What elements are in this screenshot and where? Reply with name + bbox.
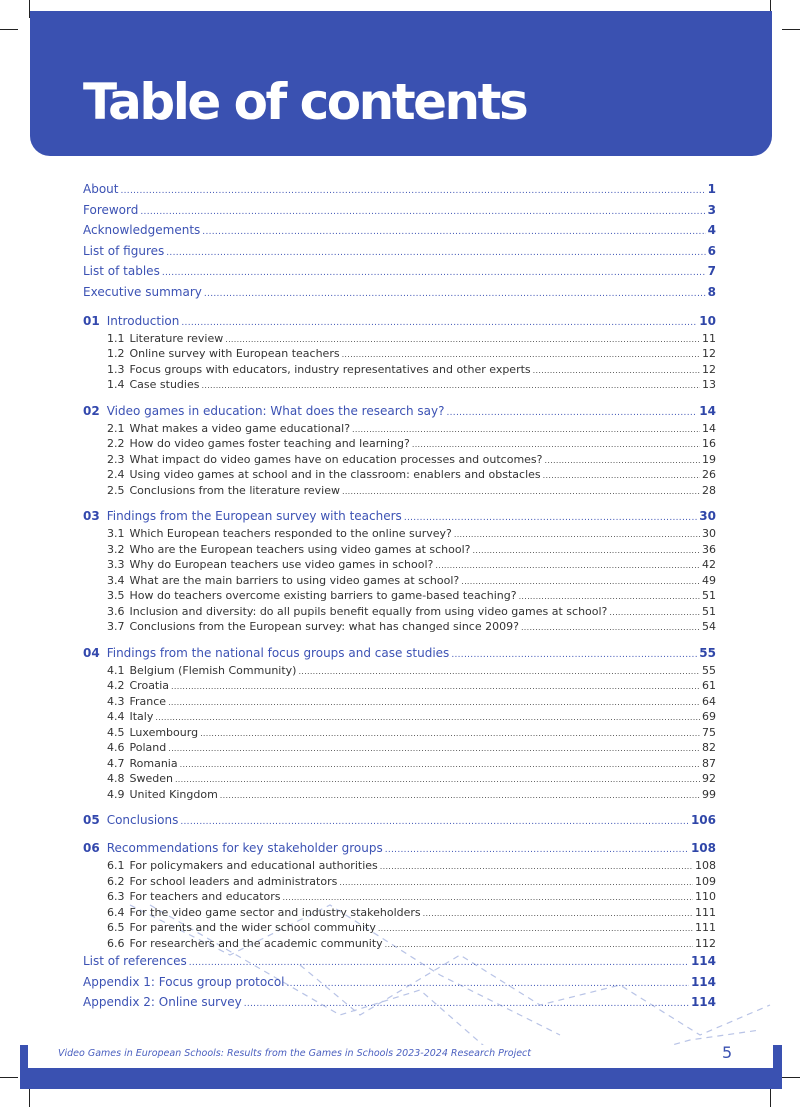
section-entry[interactable] <box>83 346 716 362</box>
chapter-entry[interactable] <box>83 506 716 526</box>
dot-leader <box>175 772 700 787</box>
toc-page-number: 30 <box>699 509 716 524</box>
section-number: 3.3 <box>107 558 125 572</box>
toc-page-number: 30 <box>702 527 716 541</box>
chapter-entry[interactable] <box>83 401 716 421</box>
toc-page-number: 16 <box>702 437 716 451</box>
toc-entry[interactable] <box>83 241 716 262</box>
toc-page-number: 12 <box>702 362 716 376</box>
table-of-contents <box>83 179 716 1013</box>
section-entry[interactable] <box>83 588 716 604</box>
chapter-number: 02 <box>83 403 100 418</box>
dot-leader <box>220 788 700 803</box>
toc-page-number: 82 <box>702 741 716 755</box>
section-number: 6.6 <box>107 936 125 950</box>
toc-page-number: 108 <box>690 841 716 856</box>
section-title[interactable]: For policymakers and educational authorities <box>129 859 378 873</box>
chapter-entry[interactable] <box>83 810 716 830</box>
dot-leader <box>180 812 689 830</box>
toc-page-number: 69 <box>702 710 716 724</box>
toc-page-number: 75 <box>702 725 716 739</box>
section-number: 4.8 <box>107 772 125 786</box>
toc-page-number: 87 <box>702 756 716 770</box>
section-entry[interactable] <box>83 936 716 952</box>
section-title[interactable]: Sweden <box>129 772 173 786</box>
dot-leader <box>423 906 693 921</box>
dot-leader <box>298 664 700 679</box>
section-entry[interactable] <box>83 874 716 890</box>
section-number: 6.2 <box>107 874 125 888</box>
toc-page-number: 3 <box>707 202 716 217</box>
section-number: 6.1 <box>107 859 125 873</box>
section-number: 3.5 <box>107 589 125 603</box>
section-number: 3.4 <box>107 573 125 587</box>
toc-entry-label[interactable]: List of tables <box>83 264 160 279</box>
toc-entry-label[interactable]: Appendix 2: Online survey <box>83 995 242 1010</box>
section-entry[interactable] <box>83 678 716 694</box>
section-title[interactable]: Conclusions from the literature review <box>129 483 340 497</box>
dot-leader <box>533 363 700 378</box>
chapter-entry[interactable] <box>83 311 716 331</box>
toc-page-number: 36 <box>702 542 716 556</box>
dot-leader <box>225 332 700 347</box>
chapter-title[interactable]: Introduction <box>106 313 180 328</box>
section-number: 3.1 <box>107 527 125 541</box>
section-number: 2.5 <box>107 483 125 497</box>
section-number: 1.1 <box>107 331 125 345</box>
section-number: 4.4 <box>107 710 125 724</box>
toc-page-number: 14 <box>699 403 716 418</box>
dot-leader <box>155 710 700 725</box>
section-title[interactable]: What impact do video games have on education processes and outcomes? <box>129 452 543 466</box>
chapter-number: 04 <box>83 645 100 660</box>
section-entry[interactable] <box>83 889 716 905</box>
section-title[interactable]: Inclusion and diversity: do all pupils benefit equally from using video games at school? <box>129 604 608 618</box>
dot-leader <box>521 620 700 635</box>
toc-page-number: 12 <box>702 347 716 361</box>
toc-page-number: 51 <box>702 589 716 603</box>
dot-leader <box>543 468 700 483</box>
dot-leader <box>385 840 689 858</box>
section-number: 6.3 <box>107 890 125 904</box>
section-entry[interactable] <box>83 858 716 874</box>
dot-leader <box>202 222 705 241</box>
dot-leader <box>201 378 700 393</box>
section-entry[interactable] <box>83 331 716 347</box>
section-title[interactable]: Romania <box>129 756 178 770</box>
section-entry[interactable] <box>83 436 716 452</box>
toc-page-number: 51 <box>702 604 716 618</box>
toc-page-number: 114 <box>690 995 716 1010</box>
section-entry[interactable] <box>83 421 716 437</box>
dot-leader <box>120 181 705 200</box>
section-title[interactable]: Focus groups with educators, industry representatives and other experts <box>129 362 531 376</box>
page-title: Table of contents <box>83 73 527 131</box>
dot-leader <box>473 543 701 558</box>
section-number: 2.3 <box>107 452 125 466</box>
toc-entry-label[interactable]: List of figures <box>83 243 165 258</box>
section-entry[interactable] <box>83 709 716 725</box>
toc-entry[interactable] <box>83 992 716 1013</box>
toc-page-number: 14 <box>702 421 716 435</box>
dot-leader <box>200 726 700 741</box>
section-title[interactable]: For teachers and educators <box>129 890 281 904</box>
toc-page-number: 10 <box>699 313 716 328</box>
toc-page-number: 108 <box>695 859 716 873</box>
section-entry[interactable] <box>83 604 716 620</box>
toc-page-number: 7 <box>707 264 716 279</box>
chapter-title[interactable]: Video games in education: What does the research say? <box>106 403 445 418</box>
section-entry[interactable] <box>83 362 716 378</box>
page-number: 5 <box>722 1043 733 1062</box>
section-number: 4.9 <box>107 787 125 801</box>
section-title[interactable]: For parents and the wider school community <box>129 921 376 935</box>
section-entry[interactable] <box>83 740 716 756</box>
toc-page-number: 61 <box>702 679 716 693</box>
dot-leader <box>454 527 700 542</box>
toc-entry-label[interactable]: List of references <box>83 954 187 969</box>
toc-page-number: 6 <box>707 243 716 258</box>
toc-entry[interactable] <box>83 179 716 200</box>
toc-page-number: 109 <box>695 874 716 888</box>
section-number: 1.4 <box>107 378 125 392</box>
dot-leader <box>545 453 701 468</box>
section-entry[interactable] <box>83 725 716 741</box>
section-number: 3.6 <box>107 604 125 618</box>
section-title[interactable]: Why do European teachers use video games in school? <box>129 558 434 572</box>
chapter-number: 06 <box>83 841 100 856</box>
section-number: 2.4 <box>107 468 125 482</box>
dot-leader <box>446 403 697 421</box>
dot-leader <box>162 263 706 282</box>
section-title[interactable]: What makes a video game educational? <box>129 421 351 435</box>
toc-page-number: 112 <box>695 936 716 950</box>
toc-page-number: 99 <box>702 787 716 801</box>
dot-leader <box>140 202 705 221</box>
section-entry[interactable] <box>83 619 716 635</box>
section-entry[interactable] <box>83 467 716 483</box>
dot-leader <box>380 859 693 874</box>
toc-page-number: 55 <box>702 663 716 677</box>
dot-leader <box>404 508 697 526</box>
section-number: 4.7 <box>107 756 125 770</box>
section-entry[interactable] <box>83 573 716 589</box>
back-matter-list <box>83 951 716 1013</box>
dot-leader <box>378 921 693 936</box>
toc-page-number: 64 <box>702 694 716 708</box>
toc-page-number: 49 <box>702 573 716 587</box>
section-title[interactable]: Case studies <box>129 378 200 392</box>
section-entry[interactable] <box>83 787 716 803</box>
dot-leader <box>412 437 700 452</box>
toc-entry[interactable] <box>83 282 716 303</box>
dot-leader <box>168 695 700 710</box>
section-title[interactable]: For the video game sector and industry stakeholders <box>129 905 421 919</box>
toc-entry[interactable] <box>83 200 716 221</box>
toc-entry-label[interactable]: Executive summary <box>83 284 202 299</box>
section-number: 6.5 <box>107 921 125 935</box>
footer-running-title: Video Games in European Schools: Results from the Games in Schools 2023-2024 Research Project <box>58 1048 532 1059</box>
section-entry[interactable] <box>83 694 716 710</box>
toc-page-number: 114 <box>690 974 716 989</box>
dot-leader <box>204 284 706 303</box>
dot-leader <box>342 347 700 362</box>
toc-page-number: 111 <box>695 921 716 935</box>
section-title[interactable]: Conclusions from the European survey: what has changed since 2009? <box>129 620 519 634</box>
toc-page-number: 106 <box>690 813 716 828</box>
dot-leader <box>609 605 700 620</box>
section-entry[interactable] <box>83 452 716 468</box>
section-number: 2.2 <box>107 437 125 451</box>
section-entry[interactable] <box>83 377 716 393</box>
section-number: 1.2 <box>107 347 125 361</box>
dot-leader <box>352 422 700 437</box>
section-number: 3.2 <box>107 542 125 556</box>
toc-entry[interactable] <box>83 972 716 993</box>
toc-page-number: 1 <box>707 182 716 196</box>
section-title[interactable]: Which European teachers responded to the online survey? <box>129 527 452 541</box>
section-title[interactable]: For researchers and the academic community <box>129 936 383 950</box>
dot-leader <box>181 313 697 331</box>
section-number: 2.1 <box>107 421 125 435</box>
section-entry[interactable] <box>83 557 716 573</box>
chapter-title[interactable]: Conclusions <box>106 813 179 828</box>
toc-page-number: 8 <box>707 284 716 299</box>
section-entry[interactable] <box>83 483 716 499</box>
toc-page-number: 4 <box>707 223 716 238</box>
toc-page-number: 114 <box>690 954 716 969</box>
dot-leader <box>244 994 689 1013</box>
section-title[interactable]: Using video games at school and in the classroom: enablers and obstacles <box>129 468 541 482</box>
toc-page-number: 111 <box>695 905 716 919</box>
toc-entry-label[interactable]: About <box>83 182 119 196</box>
dot-leader <box>171 679 700 694</box>
toc-page-number: 54 <box>702 620 716 634</box>
section-title[interactable]: Belgium (Flemish Community) <box>129 663 297 677</box>
section-title[interactable]: United Kingdom <box>129 787 218 801</box>
toc-entry-label[interactable]: Acknowledgements <box>83 223 201 238</box>
section-title[interactable]: Online survey with European teachers <box>129 347 340 361</box>
dot-leader <box>180 757 700 772</box>
toc-entry[interactable] <box>83 220 716 241</box>
toc-page-number: 110 <box>695 890 716 904</box>
section-entry[interactable] <box>83 756 716 772</box>
section-title[interactable]: For school leaders and administrators <box>129 874 338 888</box>
front-matter-list <box>83 179 716 303</box>
section-title[interactable]: What are the main barriers to using video games at school? <box>129 573 460 587</box>
section-title[interactable]: Luxembourg <box>129 725 199 739</box>
toc-entry[interactable] <box>83 261 716 282</box>
section-number: 4.3 <box>107 694 125 708</box>
section-number: 1.3 <box>107 362 125 376</box>
section-title[interactable]: How do teachers overcome existing barriers to game-based teaching? <box>129 589 517 603</box>
section-entry[interactable] <box>83 920 716 936</box>
chapter-number: 01 <box>83 313 100 328</box>
section-number: 4.6 <box>107 741 125 755</box>
section-title[interactable]: Literature review <box>129 331 224 345</box>
dot-leader <box>166 243 705 262</box>
section-entry[interactable] <box>83 771 716 787</box>
section-title[interactable]: Italy <box>129 710 154 724</box>
dot-leader <box>189 953 689 972</box>
dot-leader <box>435 558 700 573</box>
section-number: 4.1 <box>107 663 125 677</box>
chapter-title[interactable]: Findings from the European survey with teachers <box>106 509 402 524</box>
dot-leader <box>385 937 693 952</box>
section-title[interactable]: Poland <box>129 741 167 755</box>
chapter-number: 05 <box>83 813 100 828</box>
toc-page-number: 13 <box>702 378 716 392</box>
section-number: 6.4 <box>107 905 125 919</box>
section-entry[interactable] <box>83 663 716 679</box>
dot-leader <box>451 645 697 663</box>
toc-entry[interactable] <box>83 951 716 972</box>
section-entry[interactable] <box>83 905 716 921</box>
chapter-entry[interactable] <box>83 643 716 663</box>
chapter-title[interactable]: Recommendations for key stakeholder groups <box>106 841 383 856</box>
dot-leader <box>283 890 693 905</box>
toc-page-number: 42 <box>702 558 716 572</box>
toc-page-number: 28 <box>702 483 716 497</box>
toc-entry-label[interactable]: Appendix 1: Focus group protocol <box>83 974 285 989</box>
chapter-list <box>83 311 716 952</box>
section-title[interactable]: How do video games foster teaching and learning? <box>129 437 410 451</box>
toc-page-number: 11 <box>702 331 716 345</box>
toc-page-number: 19 <box>702 452 716 466</box>
dot-leader <box>339 875 693 890</box>
toc-page-number: 55 <box>699 645 716 660</box>
section-number: 3.7 <box>107 620 125 634</box>
section-number: 4.2 <box>107 679 125 693</box>
chapter-entry[interactable] <box>83 838 716 858</box>
toc-entry-label[interactable]: Foreword <box>83 202 139 217</box>
dot-leader <box>287 974 689 993</box>
dot-leader <box>519 589 700 604</box>
section-number: 4.5 <box>107 725 125 739</box>
section-title[interactable]: Who are the European teachers using video games at school? <box>129 542 471 556</box>
dot-leader <box>461 574 700 589</box>
section-entry[interactable] <box>83 526 716 542</box>
chapter-title[interactable]: Findings from the national focus groups and case studies <box>106 645 450 660</box>
section-entry[interactable] <box>83 542 716 558</box>
toc-page-number: 92 <box>702 772 716 786</box>
dot-leader <box>342 484 700 499</box>
chapter-number: 03 <box>83 509 100 524</box>
dot-leader <box>168 741 700 756</box>
section-title[interactable]: Croatia <box>129 679 170 693</box>
section-title[interactable]: France <box>129 694 167 708</box>
toc-page-number: 26 <box>702 468 716 482</box>
